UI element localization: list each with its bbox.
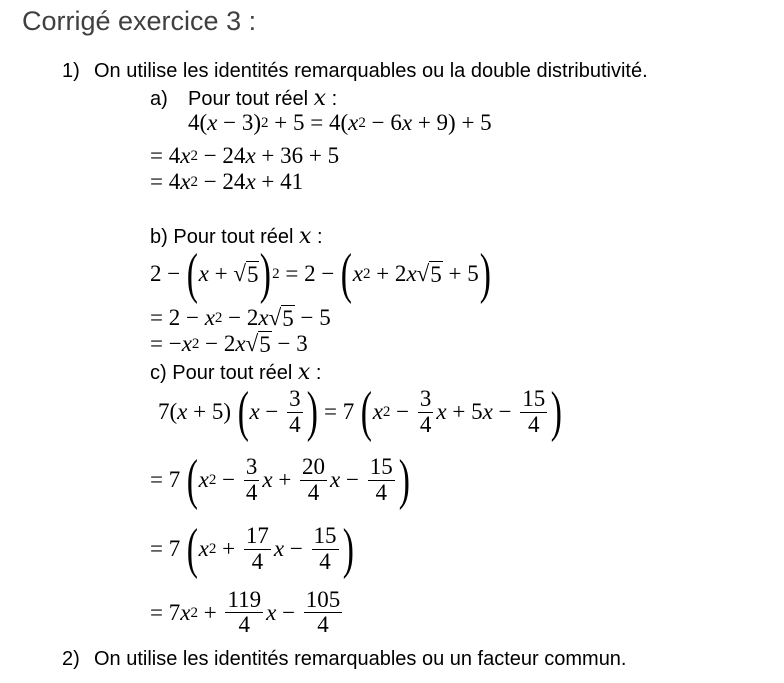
math-line: = 4 x 2 − 24 x + 36 + 5	[150, 143, 340, 168]
left-paren: (	[360, 381, 372, 443]
numerator: 15	[369, 454, 393, 480]
numerator: 3	[419, 386, 432, 412]
left-paren: (	[186, 243, 198, 305]
question-text: On utilise les identités remarquables ou la double distributivité.	[94, 60, 648, 82]
fraction	[244, 455, 260, 504]
math-text: = 4	[150, 143, 181, 168]
math-line: 2 − ( x + √ 5 ) 2 = 2 − ( x 2 + 2 x √ 5 + 5 )	[150, 243, 491, 305]
math-text: = 7	[150, 536, 186, 561]
math-variable: x	[204, 305, 215, 331]
square-root	[233, 261, 259, 287]
math-text: − 5	[294, 305, 331, 331]
math-text: −	[276, 599, 301, 625]
radicand: 5	[430, 261, 442, 287]
fraction	[244, 524, 271, 573]
math-variable: x	[482, 399, 493, 424]
fraction	[300, 455, 327, 504]
radical-sign: √	[268, 305, 282, 331]
math-text: − 2	[222, 305, 259, 331]
math-variable: x	[245, 143, 256, 168]
left-paren: (	[186, 518, 198, 580]
math-variable: x	[180, 599, 191, 625]
math-text: + 5)	[187, 399, 237, 424]
math-text: −	[284, 536, 309, 561]
numerator: 3	[289, 386, 301, 412]
denominator: 4	[238, 612, 251, 638]
math-text: −	[340, 467, 365, 492]
radical-sign: √	[416, 261, 430, 287]
math-text: = 7	[318, 399, 361, 424]
math-variable: x	[372, 399, 383, 424]
math-line: 4( x − 3) 2 + 5 = 4( x 2 − 6 x + 9) + 5	[188, 110, 492, 135]
radical-sign: √	[233, 261, 246, 287]
part-label: b)	[150, 226, 168, 248]
variable: x	[297, 360, 311, 385]
right-paren: )	[551, 381, 563, 443]
math-text: −	[390, 399, 415, 424]
fraction	[520, 387, 547, 436]
denominator: 4	[319, 548, 331, 574]
fraction	[312, 524, 339, 573]
math-text: = 4	[150, 169, 181, 194]
question-number: 2)	[62, 648, 80, 670]
fraction	[287, 387, 303, 436]
numerator: 105	[305, 587, 341, 612]
math-variable: x	[401, 110, 413, 135]
right-paren: )	[260, 243, 272, 305]
colon: :	[310, 362, 322, 384]
radicand: 5	[259, 332, 271, 357]
math-variable: x	[181, 331, 192, 357]
left-paren: (	[237, 381, 249, 443]
math-text: + 36 + 5	[255, 143, 340, 168]
square-root	[417, 261, 443, 287]
denominator: 4	[375, 479, 387, 505]
math-text: − 2	[199, 331, 236, 357]
math-text: + 5 = 4(	[268, 110, 349, 135]
question-text: On utilise les identités remarquables ou un facteur commun.	[94, 648, 627, 670]
math-text: = 2 −	[150, 305, 205, 331]
numerator: 15	[313, 523, 337, 549]
radical-sign: √	[245, 331, 259, 357]
math-variable: x	[245, 169, 256, 194]
part-c-heading	[150, 360, 321, 385]
colon: :	[311, 226, 323, 248]
math-variable: x	[262, 467, 273, 492]
math-variable: x	[330, 467, 341, 492]
math-line: = 7 ( x 2 + $\frac{17}{4}$ x − $\frac{15}{4}$ )	[150, 518, 354, 580]
math-variable: x	[198, 536, 209, 561]
left-paren: (	[186, 449, 198, 511]
square-root	[269, 305, 295, 331]
math-line: = 4 x 2 − 24 x + 41	[150, 169, 304, 194]
part-text: Pour tout réel	[173, 226, 299, 248]
radicand: 5	[282, 306, 294, 331]
math-text: −	[492, 399, 518, 424]
denominator: 4	[317, 612, 329, 638]
math-variable: x	[249, 399, 260, 424]
right-paren: )	[479, 243, 491, 305]
math-text: −	[259, 399, 285, 424]
math-text: 7(	[158, 399, 178, 424]
math-variable: x	[352, 261, 363, 286]
math-text: = −	[150, 331, 182, 357]
question-1	[62, 60, 648, 83]
part-text: Pour tout réel	[188, 88, 314, 110]
math-variable: x	[177, 399, 188, 424]
math-variable: x	[180, 169, 191, 194]
fraction	[304, 588, 343, 637]
right-paren: )	[342, 518, 354, 580]
math-text: − 3)	[217, 110, 262, 135]
math-text: +	[208, 261, 234, 286]
part-label: c)	[150, 362, 167, 384]
math-text: − 24	[197, 169, 246, 194]
page-title: Corrigé exercice 3 :	[22, 6, 257, 36]
numerator: 3	[245, 454, 258, 480]
math-variable: x	[235, 331, 246, 357]
math-text: − 6	[365, 110, 402, 135]
math-variable: x	[406, 261, 417, 286]
fraction	[225, 588, 263, 637]
math-text: = 7	[150, 467, 186, 492]
math-text: − 3	[271, 331, 308, 357]
math-variable: x	[258, 305, 269, 331]
math-text: + 9) + 5	[412, 110, 492, 135]
radicand: 5	[246, 261, 259, 287]
numerator: 17	[245, 523, 269, 549]
math-variable: x	[266, 599, 277, 625]
denominator: 4	[251, 548, 264, 574]
math-text: − 24	[197, 143, 246, 168]
math-variable: x	[198, 261, 209, 286]
math-variable: x	[198, 467, 209, 492]
math-line: = 7 ( x 2 − $\frac{3}{4}$ x + $\frac{20}{4}$ x − $\frac{15}{4}$ )	[150, 449, 410, 511]
math-text: + 5	[446, 399, 483, 424]
variable: x	[313, 86, 327, 111]
math-text: 2 −	[150, 261, 186, 286]
part-label: a)	[150, 88, 168, 110]
numerator: 119	[227, 587, 262, 612]
denominator: 4	[419, 411, 432, 437]
math-text: + 2	[370, 261, 407, 286]
square-root	[246, 331, 272, 357]
left-paren: (	[340, 243, 353, 305]
fraction	[368, 455, 395, 504]
math-text: + 41	[255, 169, 304, 194]
math-variable: x	[207, 110, 218, 135]
part-text: Pour tout réel	[172, 362, 298, 384]
math-text: −	[216, 467, 241, 492]
math-line: = − x 2 − 2 x √ 5 − 3	[150, 331, 308, 357]
part-a-heading	[150, 86, 337, 111]
math-variable: x	[180, 143, 191, 168]
math-text: +	[216, 536, 241, 561]
question-number: 1)	[62, 60, 80, 82]
math-text: +	[272, 467, 298, 492]
math-line: = 7 x 2 + $\frac{119}{4}$ x − $\frac{105}{4}$	[150, 587, 341, 638]
math-variable: x	[348, 110, 359, 135]
numerator: 20	[302, 454, 326, 480]
math-variable: x	[273, 536, 285, 561]
denominator: 4	[289, 411, 301, 437]
denominator: 4	[307, 479, 320, 505]
numerator: 15	[522, 386, 546, 412]
right-paren: )	[306, 381, 318, 443]
math-text: = 2 −	[279, 261, 341, 286]
variable: x	[298, 224, 312, 249]
math-text: 4(	[188, 110, 208, 135]
colon: :	[326, 88, 338, 110]
denominator: 4	[245, 479, 258, 505]
fraction	[418, 387, 434, 436]
right-paren: )	[398, 449, 410, 511]
math-text: = 7	[150, 599, 181, 625]
question-2	[62, 648, 627, 671]
denominator: 4	[528, 411, 540, 437]
math-line: = 2 − x 2 − 2 x √ 5 − 5	[150, 305, 331, 331]
math-line: 7( x + 5) ( x − $\frac{3}{4}$ ) = 7 ( x 2 − $\frac{3}{4}$ x + 5 x − $\frac{15}{4}$ )	[158, 381, 563, 443]
math-variable: x	[436, 399, 447, 424]
math-text: + 5	[442, 261, 479, 286]
math-text: +	[197, 599, 223, 625]
